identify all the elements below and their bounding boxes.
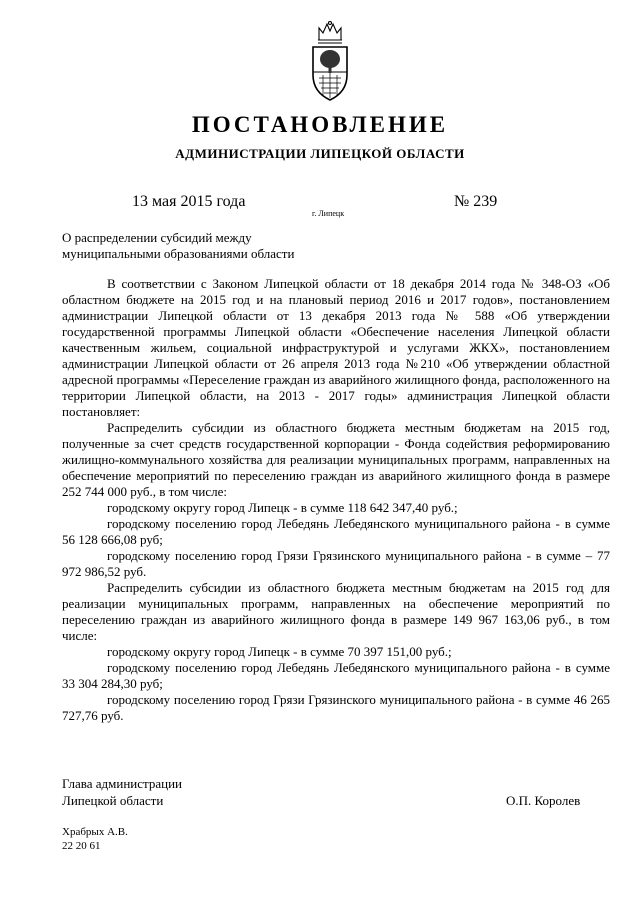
body-paragraph: городскому поселению город Грязи Грязинского муниципального района - в сумме – 77 972 986,52 руб.: [62, 548, 610, 579]
body-paragraph: В соответствии с Законом Липецкой области от 18 декабря 2014 года № 348-ОЗ «Об областном бюджете на 2015 год и на плановый период 2016 и 2017 годов», постановлением администрации Липецкой области от 13 декабря 2013 года № 588 «Об утверждении государственной программы Липецкой области «Обеспечение населения Липецкой области качественным жильем, социальной инфраструктурой и услугами ЖКХ», постановлением администрации Липецкой области от 26 апреля 2013 года №210 «Об утверждении областной адресной программы «Переселение граждан из аварийного жилищного фонда, расположенного на территории Липецкой области, на 2013 - 2017 годы» администрация Липецкой области постановляет:: [62, 276, 610, 419]
document-title: ПОСТАНОВЛЕНИЕ: [191, 112, 449, 137]
document-subject: [62, 230, 294, 262]
body-paragraph: городскому поселению город Грязи Грязинского муниципального района - в сумме 46 265 727,76 руб.: [62, 692, 610, 723]
coat-of-arms-icon: [305, 20, 355, 106]
signature-position: [62, 775, 182, 809]
subject-line: О распределении субсидий между: [62, 230, 252, 245]
body-paragraph: городскому поселению город Лебедянь Лебедянского муниципального района - в сумме 56 128 666,08 руб;: [62, 516, 610, 547]
body-paragraph: Распределить субсидии из областного бюджета местным бюджетам на 2015 год для реализации муниципальных программ, направленных на обеспечение мероприятий по переселению граждан из аварийного жилищного фонда в размере 149 967 163,06 руб., в том числе:: [62, 580, 610, 643]
signature-name: О.П. Королев: [506, 793, 581, 808]
signature-position-line: Глава администрации: [62, 776, 183, 791]
subject-line: муниципальными образованиями области: [62, 246, 295, 261]
document-city: г. Липецк: [312, 209, 345, 218]
body-paragraph: городскому поселению город Лебедянь Лебедянского муниципального района - в сумме 33 304 284,30 руб;: [62, 660, 610, 691]
body-paragraph: городскому округу город Липецк - в сумме 70 397 151,00 руб.;: [107, 644, 452, 659]
document-body: [62, 276, 610, 724]
document-issuer: АДМИНИСТРАЦИИ ЛИПЕЦКОЙ ОБЛАСТИ: [175, 146, 465, 161]
executor-phone: 22 20 61: [62, 840, 101, 852]
body-paragraph: Распределить субсидии из областного бюджета местным бюджетам на 2015 год, полученные за счет средств государственной корпорации - Фонда содействия реформированию жилищно-коммунального хозяйства для реализации муниципальных программ, направленных на обеспечение мероприятий по переселению граждан из аварийного жилищного фонда в размере 252 744 000 руб., в том числе:: [62, 420, 610, 499]
executor-info: [62, 825, 128, 853]
body-paragraph: городскому округу город Липецк - в сумме 118 642 347,40 руб.;: [107, 500, 458, 515]
document-number: № 239: [454, 193, 498, 210]
executor-name: Храбрых А.В.: [62, 826, 128, 838]
signature-position-line: Липецкой области: [62, 793, 164, 808]
document-date: 13 мая 2015 года: [132, 193, 246, 210]
